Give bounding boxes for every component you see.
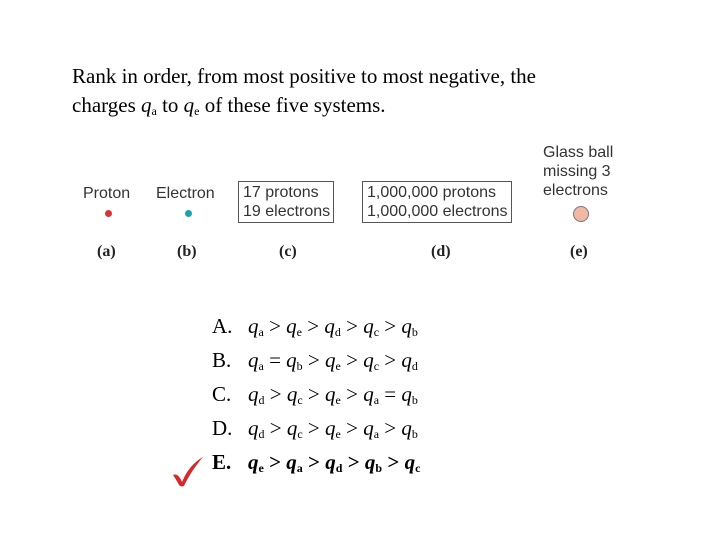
comparison-operator: > [302,382,326,406]
figure-system-c-box [238,181,334,223]
charge-symbol: q [325,348,336,372]
charge-symbol: q [183,93,195,117]
glass-ball-icon [573,206,589,222]
charge-symbol: q [401,314,412,338]
question-text [72,62,672,126]
charge-symbol: q [286,314,297,338]
charge-subscript: b [375,461,383,475]
comparison-operator: > [340,382,364,406]
option-letter: C. [212,382,232,406]
system-c-line-1: 17 protons [243,184,319,201]
charge-subscript: d [335,461,343,475]
label-d: (d) [431,243,451,260]
option-letter: A. [212,314,233,338]
charge-subscript: d [258,427,265,441]
system-d-line-1: 1,000,000 protons [367,184,496,201]
question-line-2 [72,91,672,126]
charge-subscript: b [411,325,418,339]
charge-subscript: c [373,325,380,339]
charge-symbol: q [248,382,259,406]
comparison-operator: > [342,450,365,474]
figure-system-d-box [362,181,512,223]
charge-subscript: a [373,427,380,441]
option-letter: B. [212,348,232,372]
label-b: (b) [177,243,197,260]
comparison-operator: > [263,450,287,474]
charge-symbol: q [248,314,259,338]
answer-option-d[interactable] [212,414,420,448]
option-letter: E. [212,450,232,474]
charge-subscript: b [411,393,418,407]
charge-subscript: e [296,325,302,339]
charge-symbol: q [286,348,297,372]
question-line-1: Rank in order, from most positive to most negative, the [72,64,536,88]
comparison-operator: > [379,348,402,372]
comparison-operator: > [264,416,287,440]
comparison-operator: = [379,382,402,406]
electron-dot-icon [185,210,192,217]
answer-option-a[interactable] [212,312,420,346]
figure-electron-label: Electron [156,185,215,202]
charge-subscript: e [335,359,341,373]
charge-symbol: q [364,450,376,474]
charge-subscript: a [151,104,157,118]
system-d-line-2: 1,000,000 electrons [367,203,508,220]
charge-subscript: c [297,427,303,441]
charge-subscript: a [373,393,380,407]
comparison-operator: > [340,348,364,372]
figure-proton-label: Proton [83,185,131,202]
charge-symbol: q [401,382,412,406]
answer-option-b[interactable] [212,346,420,380]
charge-symbol: q [363,416,374,440]
glass-ball-line-2: missing 3 [543,163,611,180]
charge-symbol: q [248,416,259,440]
system-c-line-2: 19 electrons [243,203,331,220]
charge-subscript: c [415,461,421,475]
charge-symbol: q [248,348,259,372]
label-e: (e) [570,243,588,260]
comparison-operator: > [302,314,325,338]
charge-subscript: a [258,325,264,339]
checkmark-icon [170,455,206,489]
charge-subscript: a [258,359,264,373]
charge-symbol: q [286,382,298,406]
answer-option-c[interactable] [212,380,420,414]
comparison-operator: > [264,382,287,406]
question-text-part: to [156,93,184,117]
label-a: (a) [97,243,116,260]
charge-subscript: d [411,359,418,373]
charge-subscript: d [334,325,341,339]
comparison-operator: > [263,314,287,338]
charge-symbol: q [363,382,374,406]
charge-symbol: q [286,450,297,474]
charge-symbol: q [401,416,412,440]
charge-subscript: e [194,104,200,118]
charge-subscript: d [258,393,265,407]
charge-subscript: c [373,359,380,373]
answer-options [212,312,420,482]
charge-subscript: c [297,393,303,407]
charge-symbol: q [325,382,336,406]
charge-symbol: q [248,450,259,474]
option-letter: D. [212,416,233,440]
charge-subscript: b [411,427,418,441]
charge-subscript: b [296,359,303,373]
answer-option-e[interactable] [212,448,420,482]
charge-symbol: q [404,450,416,474]
glass-ball-line-3: electrons [543,182,608,199]
charge-symbol: q [286,416,298,440]
charge-symbol: q [141,93,152,117]
figure-glass-ball-label [543,143,613,200]
glass-ball-line-1: Glass ball [543,144,614,161]
charge-subscript: a [296,461,303,475]
label-c: (c) [279,243,297,260]
charge-symbol: q [363,348,374,372]
proton-dot-icon [105,210,112,217]
comparison-operator: > [379,416,402,440]
comparison-operator: > [340,416,364,440]
comparison-operator: > [302,416,326,440]
question-text-part: charges [72,93,141,117]
charge-symbol: q [324,314,335,338]
charge-subscript: e [258,461,264,475]
charge-symbol: q [363,314,374,338]
comparison-operator: = [263,348,287,372]
charge-symbol: q [325,450,336,474]
charge-symbol: q [401,348,412,372]
comparison-operator: > [302,348,326,372]
charge-symbol: q [325,416,336,440]
comparison-operator: > [382,450,405,474]
comparison-operator: > [302,450,326,474]
question-text-part: of these five systems. [199,93,386,117]
charge-subscript: e [335,427,341,441]
charge-subscript: e [335,393,341,407]
comparison-operator: > [340,314,364,338]
comparison-operator: > [379,314,402,338]
